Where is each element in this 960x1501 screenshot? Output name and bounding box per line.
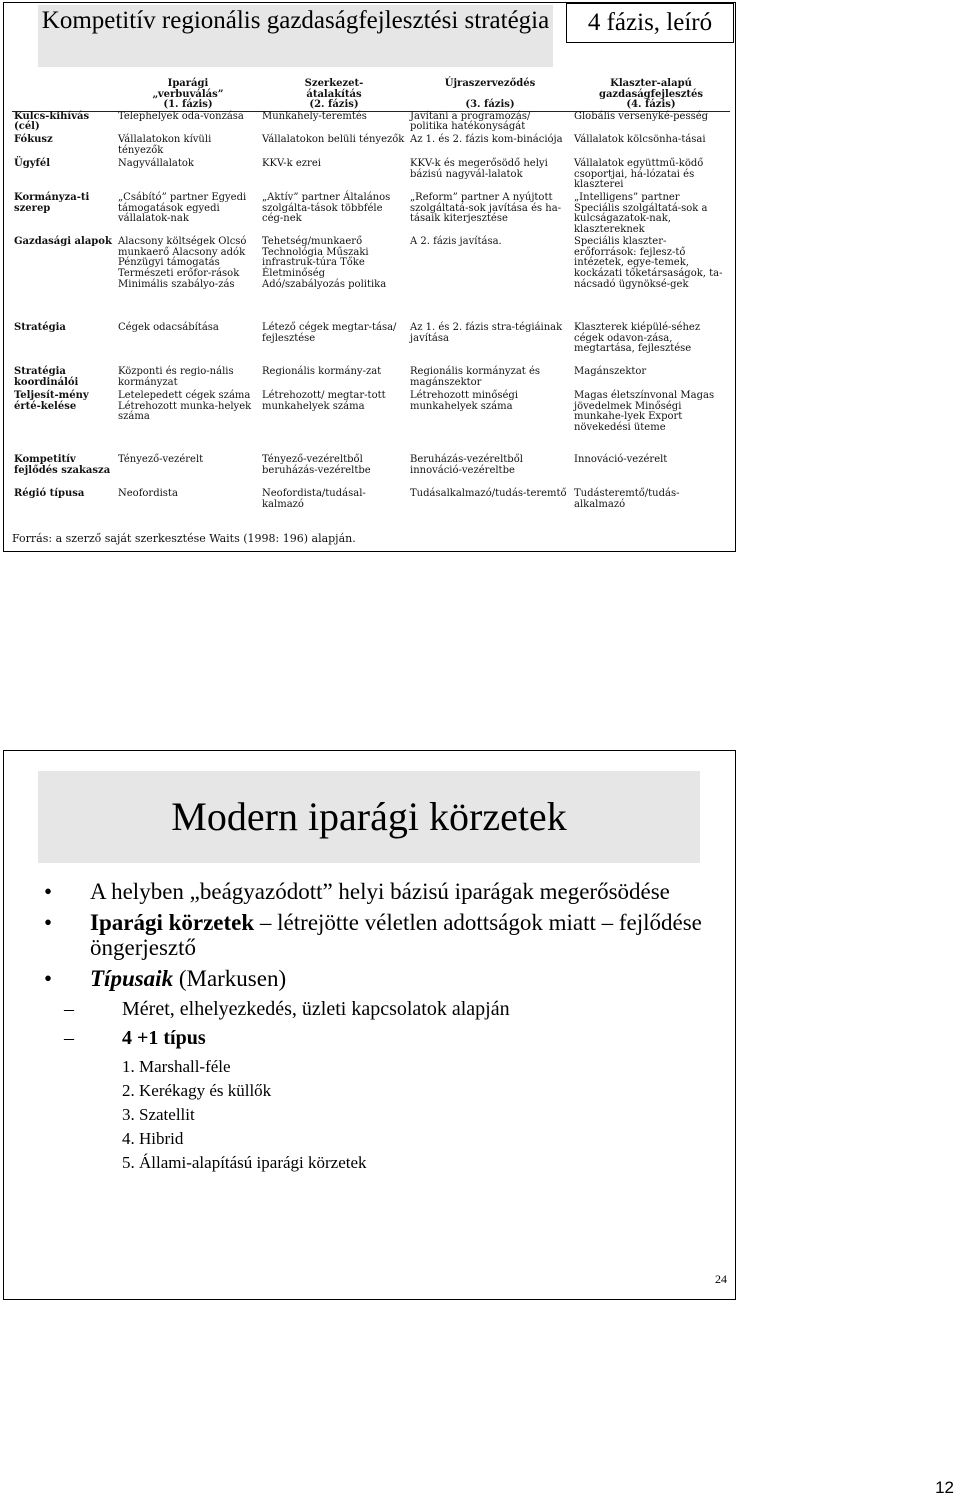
table-cell: „Intelligens” partner Speciális szolgáltatá-sok a kulcságazatok-nak, klasztereknek: [574, 192, 708, 236]
phase-table: [12, 79, 730, 513]
table-cell: Globális versenyké-pesség: [574, 110, 709, 122]
row-label: Kulcs-kihívás (cél): [14, 110, 90, 133]
bullet-bold-text: Iparági körzetek: [90, 910, 255, 935]
table-row: [12, 135, 730, 159]
dash-icon: –: [64, 998, 74, 1020]
bullet-list: [44, 879, 704, 1175]
header-cell: Újraszerveződés: [444, 78, 536, 89]
table-cell: Központi és regio-nális kormányzat: [118, 366, 234, 388]
table-cell: Nagyvállalatok: [118, 158, 194, 170]
table-source-note: Forrás: a szerző saját szerkesztése Waits (1998: 196) alapján.: [12, 532, 356, 545]
type-item: 1. Marshall-féle: [122, 1057, 231, 1076]
header-cell: (1. fázis): [116, 100, 260, 111]
header-row-1: [12, 79, 730, 90]
sub-bullet-item: [44, 1026, 704, 1050]
bullet-dot-icon: •: [44, 966, 53, 991]
table-cell: Vállalatok kölcsönha-tásai: [574, 134, 706, 146]
table-cell: KKV-k és megerősödő helyi bázisú nagyvál-lalatok: [410, 158, 548, 180]
slide-2: [3, 750, 736, 1300]
row-label: Kompetitív fejlődés szakasza: [14, 454, 111, 476]
row-label: Régió típusa: [14, 488, 85, 500]
bullet-text: – létrejötte véletlen adottságok miatt – fejlődése öngerjesztő: [90, 910, 702, 960]
table-cell: Vállalatokon kívüli tényezők: [118, 134, 212, 156]
table-cell: „Reform” partner A nyújtott szolgáltatá-sok javítása és ha-tásaik kiterjesztése: [410, 192, 562, 225]
header-corner: [12, 79, 116, 90]
row-label: Fókusz: [14, 134, 53, 146]
table-row: [12, 193, 730, 237]
table-cell: Speciális klaszter-erőforrások: fejlesz-tő intézetek, egye-temek, kockázati tőketársaságok, ta-nácsadó ügynöksé-gek: [574, 236, 723, 290]
table-row: [12, 367, 730, 391]
sub-bullet-item: [44, 997, 704, 1021]
table-cell: A 2. fázis javítása.: [410, 236, 502, 248]
dash-icon: –: [64, 1027, 74, 1049]
header-row-2: [12, 90, 730, 101]
header-cell: Iparági: [167, 78, 209, 89]
table-cell: Magánszektor: [574, 366, 647, 378]
header-cell: gazdaságfejlesztés: [598, 88, 704, 100]
table-cell: Neofordista: [118, 488, 178, 500]
table-row: [12, 159, 730, 193]
sub-bullet-text: Méret, elhelyezkedés, üzleti kapcsolatok alapján: [122, 998, 510, 1020]
table-cell: Letelepedett cégek száma Létrehozott munka-helyek száma: [118, 390, 252, 423]
header-cell: „verbuválás”: [152, 88, 224, 100]
page-number: 12: [935, 1478, 954, 1497]
slide-2-title: Modern iparági körzetek: [38, 771, 700, 863]
table-cell: Vállalatok együttmű-ködő csoportjai, há-lózatai és klaszterei: [574, 158, 704, 191]
table-cell: KKV-k ezrei: [262, 158, 321, 170]
header-cell: (2. fázis): [260, 100, 408, 111]
bullet-dot-icon: •: [44, 879, 53, 904]
table-row: [12, 323, 730, 367]
table-cell: Az 1. és 2. fázis kom-binációja: [410, 134, 563, 146]
header-row-3: [12, 100, 730, 111]
table-cell: Létrehozott minőségi munkahelyek száma: [410, 390, 519, 412]
type-item: 3. Szatellit: [122, 1105, 195, 1124]
table-cell: „Aktív” partner Általános szolgálta-tások többféle cég-nek: [262, 192, 391, 225]
header-cell: (4. fázis): [572, 100, 730, 111]
slide-1-tag: 4 fázis, leíró: [566, 3, 734, 43]
table-cell: Az 1. és 2. fázis stra-tégiáinak javítása: [410, 322, 563, 344]
type-item: 4. Hibrid: [122, 1129, 184, 1148]
row-label: Ügyfél: [14, 158, 50, 170]
header-cell: átalakítás: [306, 88, 362, 100]
slide-1: [3, 2, 736, 552]
table-cell: Beruházás-vezéreltből innováció-vezéreltbe: [410, 454, 523, 476]
row-label: Gazdasági alapok: [14, 236, 112, 248]
type-item: 5. Állami-alapítású iparági körzetek: [122, 1153, 367, 1172]
bullet-bold-italic-text: Típusaik: [90, 966, 174, 991]
table-cell: Klaszterek kiépülé-séhez cégek odavon-zása, megtartása, fejlesztése: [574, 322, 701, 355]
bullet-dot-icon: •: [44, 910, 53, 935]
bullet-item: [44, 910, 704, 960]
table-row: [12, 489, 730, 513]
row-label: Kormányza-ti szerep: [14, 192, 90, 214]
table-cell: Létrehozott/ megtar-tott munkahelyek száma: [262, 390, 386, 412]
table-cell: Tehetség/munkaerő Technológia Műszaki infrastruk-túra Tőke Életminőség Adó/szabályozás politika: [262, 236, 387, 290]
table-cell: Javítani a programozás/ politika hatékonyságát: [410, 110, 531, 133]
table-row: [12, 111, 730, 135]
bullet-item: [44, 966, 704, 991]
table-cell: Neofordista/tudásal-kalmazó: [262, 488, 366, 510]
table-cell: Tudásteremtő/tudás-alkalmazó: [574, 488, 680, 510]
table-row: [12, 391, 730, 455]
table-cell: Tudásalkalmazó/tudás-teremtő: [410, 488, 567, 500]
table-cell: Telephelyek oda-vonzása: [118, 110, 244, 122]
header-cell: Szerkezet-: [304, 78, 364, 89]
table-cell: Létező cégek megtar-tása/ fejlesztése: [262, 322, 397, 344]
bullet-item: [44, 879, 704, 904]
slide-number: 24: [715, 1272, 727, 1286]
row-label: Stratégia koordinálói: [14, 366, 79, 388]
table-cell: Tényező-vezéreltből beruházás-vezéreltbe: [262, 454, 371, 476]
table-cell: Tényező-vezérelt: [118, 454, 204, 466]
table-cell: Magas életszínvonal Magas jövedelmek Minőségi munkahe-lyek Export növekedési üteme: [574, 390, 715, 434]
table-row: [12, 237, 730, 323]
header-cell: (3. fázis): [408, 100, 572, 111]
table-cell: Alacsony költségek Olcsó munkaerő Alacsony adók Pénzügyi támogatás Természeti erőfor-rások Minimális szabályo-zás: [118, 236, 247, 290]
table-cell: Innováció-vezérelt: [574, 454, 668, 466]
table-row: [12, 455, 730, 489]
slide-1-title: Kompetitív regionális gazdaságfejlesztési stratégia: [38, 5, 553, 67]
table-cell: Vállalatokon belüli tényezők: [262, 134, 405, 146]
row-label: Stratégia: [14, 322, 66, 334]
table-cell: Regionális kormányzat és magánszektor: [410, 366, 541, 388]
table-cell: Munkahely-teremtés: [262, 110, 367, 122]
type-item: 2. Kerékagy és küllők: [122, 1081, 272, 1100]
table-cell: „Csábító” partner Egyedi támogatások egyedi vállalatok-nak: [118, 192, 247, 225]
table-cell: Regionális kormány-zat: [262, 366, 382, 378]
row-label: Teljesít-mény érté-kelése: [14, 390, 89, 412]
table-cell: Cégek odacsábítása: [118, 322, 219, 334]
header-cell: Klaszter-alapú: [610, 78, 692, 89]
bullet-text: A helyben „beágyazódott” helyi bázisú iparágak megerősödése: [90, 879, 670, 904]
sub-bullet-text: 4 +1 típus: [122, 1027, 206, 1049]
bullet-text: (Markusen): [173, 966, 287, 991]
